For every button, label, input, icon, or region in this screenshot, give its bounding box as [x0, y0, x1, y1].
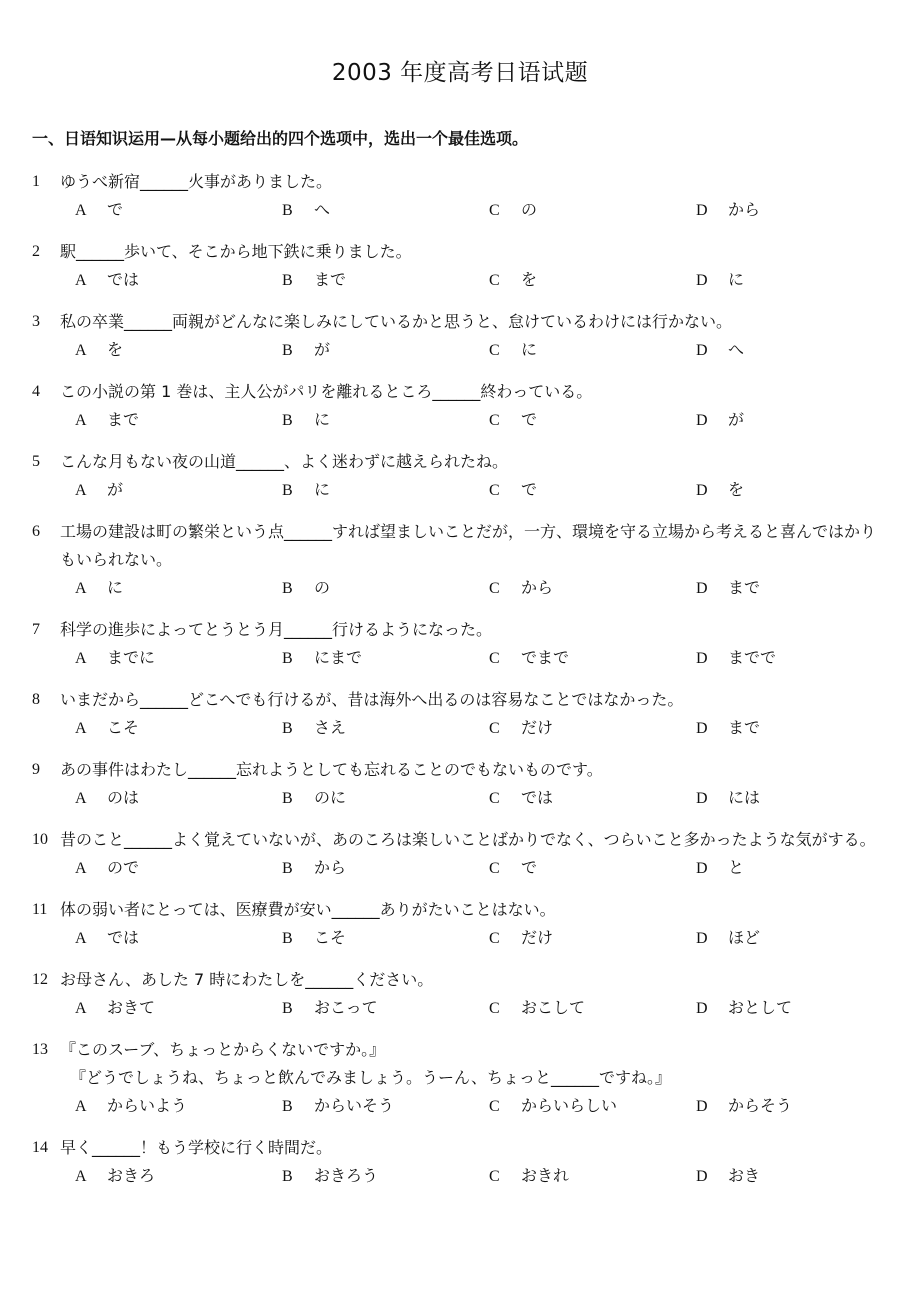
option-row	[0, 714, 920, 741]
option-b[interactable]	[282, 1162, 378, 1190]
option-d[interactable]	[696, 784, 760, 812]
option-letter: C	[489, 1098, 500, 1115]
option-letter: C	[489, 202, 500, 219]
option-text: に	[521, 340, 538, 359]
question-number: 1	[32, 173, 40, 190]
option-letter: A	[75, 860, 87, 877]
question-item	[0, 168, 920, 223]
option-row	[0, 574, 920, 601]
option-text: で	[521, 480, 538, 499]
option-letter: C	[489, 860, 500, 877]
section-instruction: 一、日语知识运用—从每小题给出的四个选项中，选出一个最佳选项。	[32, 129, 529, 148]
option-row	[0, 336, 920, 363]
option-text: からいよう	[107, 1096, 188, 1115]
option-a[interactable]	[75, 994, 155, 1022]
question-line	[0, 1064, 920, 1092]
question-number: 8	[32, 691, 40, 708]
option-d[interactable]	[696, 406, 744, 434]
option-letter: B	[282, 202, 293, 219]
question-text: 昔のこと______よく覚えていないが、あのころは楽しいことばかりでなく、つらいこと多かったような気がする。	[60, 830, 876, 849]
option-text: で	[521, 858, 538, 877]
option-d[interactable]	[696, 574, 760, 602]
option-letter: B	[282, 860, 293, 877]
question-text: 私の卒業______両親がどんなに楽しみにしているかと思うと、怠けているわけには行かない。	[60, 312, 733, 331]
option-letter: D	[696, 482, 708, 499]
option-b[interactable]	[282, 644, 362, 672]
question-number: 12	[32, 971, 48, 988]
option-b[interactable]	[282, 924, 346, 952]
question-text: ゆうべ新宿______火事がありました。	[60, 172, 333, 191]
option-text: おきろう	[314, 1166, 379, 1185]
option-c[interactable]	[489, 336, 537, 364]
question-number: 3	[32, 313, 40, 330]
question-text: 『どうでしょうね、ちょっと飲んでみましょう。うーん、ちょっと______ですね。』	[70, 1068, 671, 1087]
option-text: おき	[728, 1166, 761, 1185]
option-letter: C	[489, 482, 500, 499]
option-letter: A	[75, 482, 87, 499]
question-line	[0, 686, 920, 714]
option-text: からいらしい	[521, 1096, 618, 1115]
question-item	[0, 966, 920, 1021]
option-b[interactable]	[282, 476, 330, 504]
option-text: が	[107, 480, 124, 499]
option-text: までで	[728, 648, 777, 667]
question-number: 6	[32, 523, 40, 540]
option-text: だけ	[521, 718, 554, 737]
option-text: から	[521, 578, 554, 597]
option-b[interactable]	[282, 994, 378, 1022]
question-list	[0, 168, 920, 1204]
option-letter: B	[282, 720, 293, 737]
question-line	[0, 448, 920, 476]
option-c[interactable]	[489, 266, 537, 294]
question-item	[0, 308, 920, 363]
option-text: まで	[107, 410, 140, 429]
option-a[interactable]	[75, 1162, 155, 1190]
option-d[interactable]	[696, 854, 744, 882]
option-text: を	[521, 270, 538, 289]
option-d[interactable]	[696, 266, 744, 294]
question-number: 11	[32, 901, 48, 918]
option-text: を	[728, 480, 745, 499]
option-letter: D	[696, 930, 708, 947]
option-letter: B	[282, 1098, 293, 1115]
option-text: さえ	[314, 718, 347, 737]
option-text: と	[728, 858, 745, 877]
option-a[interactable]	[75, 1092, 187, 1120]
option-text: で	[521, 410, 538, 429]
option-letter: D	[696, 272, 708, 289]
option-text: へ	[314, 200, 331, 219]
question-item	[0, 826, 920, 881]
option-text: にまで	[314, 648, 363, 667]
question-line	[0, 756, 920, 784]
question-line	[0, 616, 920, 644]
option-text: こそ	[314, 928, 347, 947]
option-text: の	[521, 200, 538, 219]
option-letter: C	[489, 720, 500, 737]
option-b[interactable]	[282, 854, 346, 882]
option-row	[0, 476, 920, 503]
question-text: いまだから______どこへでも行けるが、昔は海外へ出るのは容易なことではなかった。	[60, 690, 684, 709]
option-letter: D	[696, 342, 708, 359]
option-letter: A	[75, 580, 87, 597]
option-letter: A	[75, 342, 87, 359]
option-text: には	[728, 788, 761, 807]
option-text: で	[107, 200, 124, 219]
option-letter: B	[282, 1168, 293, 1185]
option-a[interactable]	[75, 406, 139, 434]
question-line	[0, 238, 920, 266]
option-letter: A	[75, 1000, 87, 1017]
question-item	[0, 1036, 920, 1119]
option-letter: C	[489, 1000, 500, 1017]
question-item	[0, 1134, 920, 1189]
option-text: に	[728, 270, 745, 289]
question-number: 4	[32, 383, 40, 400]
option-letter: D	[696, 412, 708, 429]
option-c[interactable]	[489, 644, 569, 672]
question-text: この小説の第 1 巻は、主人公がパリを離れるところ______終わっている。	[60, 382, 593, 401]
option-c[interactable]	[489, 994, 585, 1022]
question-text: あの事件はわたし______忘れようとしても忘れることのでもないものです。	[60, 760, 603, 779]
option-b[interactable]	[282, 336, 330, 364]
option-letter: D	[696, 580, 708, 597]
option-letter: A	[75, 650, 87, 667]
question-text: 科学の進歩によってとうとう月______行けるようになった。	[60, 620, 493, 639]
question-text: 体の弱い者にとっては、医療費が安い______ありがたいことはない。	[60, 900, 556, 919]
option-letter: A	[75, 412, 87, 429]
option-row	[0, 854, 920, 881]
option-text: まで	[728, 578, 761, 597]
question-number: 7	[32, 621, 40, 638]
option-letter: C	[489, 412, 500, 429]
option-letter: A	[75, 1168, 87, 1185]
option-letter: B	[282, 790, 293, 807]
option-letter: C	[489, 1168, 500, 1185]
option-d[interactable]	[696, 336, 744, 364]
option-letter: D	[696, 790, 708, 807]
question-number: 2	[32, 243, 40, 260]
question-item	[0, 238, 920, 293]
option-letter: C	[489, 790, 500, 807]
option-letter: B	[282, 482, 293, 499]
option-letter: D	[696, 650, 708, 667]
option-text: こそ	[107, 718, 140, 737]
option-c[interactable]	[489, 1162, 569, 1190]
question-number: 9	[32, 761, 40, 778]
option-letter: C	[489, 342, 500, 359]
option-c[interactable]	[489, 854, 537, 882]
option-text: ほど	[728, 928, 761, 947]
option-row	[0, 1162, 920, 1189]
option-text: でまで	[521, 648, 570, 667]
option-letter: C	[489, 272, 500, 289]
option-text: から	[314, 858, 347, 877]
option-row	[0, 644, 920, 671]
option-c[interactable]	[489, 476, 537, 504]
option-row	[0, 924, 920, 951]
option-c[interactable]	[489, 196, 537, 224]
option-letter: A	[75, 930, 87, 947]
question-line	[0, 168, 920, 196]
option-text: に	[314, 410, 331, 429]
option-text: おこして	[521, 998, 586, 1017]
option-row	[0, 196, 920, 223]
option-text: までに	[107, 648, 156, 667]
question-line	[0, 826, 920, 854]
option-letter: D	[696, 202, 708, 219]
question-line	[0, 308, 920, 336]
option-a[interactable]	[75, 476, 123, 504]
option-text: へ	[728, 340, 745, 359]
question-line	[0, 966, 920, 994]
option-letter: A	[75, 790, 87, 807]
option-b[interactable]	[282, 406, 330, 434]
question-number: 13	[32, 1041, 48, 1058]
option-letter: D	[696, 860, 708, 877]
question-text: 工場の建設は町の繁栄という点______すれば望ましいことだが，一方、環境を守る立場から考えると喜んではかりもいられない。	[60, 522, 877, 569]
question-text: 『このスーブ、ちょっとからくないですか。』	[60, 1040, 386, 1059]
option-d[interactable]	[696, 994, 792, 1022]
option-b[interactable]	[282, 196, 330, 224]
option-a[interactable]	[75, 266, 139, 294]
option-letter: D	[696, 1098, 708, 1115]
option-c[interactable]	[489, 406, 537, 434]
question-number: 5	[32, 453, 40, 470]
option-letter: B	[282, 1000, 293, 1017]
option-letter: A	[75, 202, 87, 219]
option-text: おきて	[107, 998, 156, 1017]
option-letter: B	[282, 650, 293, 667]
question-item	[0, 518, 920, 601]
question-item	[0, 616, 920, 671]
option-text: のに	[314, 788, 347, 807]
option-a[interactable]	[75, 644, 155, 672]
option-text: まで	[314, 270, 347, 289]
option-a[interactable]	[75, 336, 123, 364]
question-item	[0, 896, 920, 951]
option-text: おきれ	[521, 1166, 570, 1185]
option-a[interactable]	[75, 714, 139, 742]
option-text: が	[314, 340, 331, 359]
option-b[interactable]	[282, 714, 346, 742]
option-a[interactable]	[75, 574, 123, 602]
option-text: では	[107, 270, 140, 289]
question-text: こんな月もない夜の山道______、よく迷わずに越えられたね。	[60, 452, 509, 471]
question-line	[0, 1134, 920, 1162]
option-d[interactable]	[696, 1092, 792, 1120]
option-text: では	[107, 928, 140, 947]
option-text: の	[314, 578, 331, 597]
option-letter: A	[75, 272, 87, 289]
question-number: 10	[32, 831, 48, 848]
option-letter: A	[75, 1098, 87, 1115]
option-row	[0, 1092, 920, 1119]
question-item	[0, 448, 920, 503]
option-text: に	[107, 578, 124, 597]
option-text: が	[728, 410, 745, 429]
option-letter: B	[282, 930, 293, 947]
question-line	[0, 378, 920, 406]
question-line	[0, 896, 920, 924]
option-letter: D	[696, 720, 708, 737]
option-c[interactable]	[489, 924, 553, 952]
option-text: に	[314, 480, 331, 499]
option-d[interactable]	[696, 924, 760, 952]
question-number: 14	[32, 1139, 48, 1156]
option-row	[0, 994, 920, 1021]
option-d[interactable]	[696, 196, 760, 224]
option-b[interactable]	[282, 266, 346, 294]
option-text: だけ	[521, 928, 554, 947]
option-text: から	[728, 200, 761, 219]
option-row	[0, 784, 920, 811]
option-text: では	[521, 788, 554, 807]
option-d[interactable]	[696, 476, 744, 504]
option-letter: B	[282, 272, 293, 289]
question-line	[0, 1036, 920, 1064]
option-c[interactable]	[489, 784, 553, 812]
option-b[interactable]	[282, 1092, 394, 1120]
option-b[interactable]	[282, 574, 330, 602]
option-c[interactable]	[489, 574, 553, 602]
option-letter: B	[282, 342, 293, 359]
option-d[interactable]	[696, 714, 760, 742]
option-text: からそう	[728, 1096, 793, 1115]
option-text: おこって	[314, 998, 378, 1017]
question-item	[0, 378, 920, 433]
question-text: 早く______！もう学校に行く時間だ。	[60, 1138, 333, 1157]
question-line	[0, 518, 920, 574]
option-text: のは	[107, 788, 140, 807]
option-text: おとして	[728, 998, 793, 1017]
option-letter: C	[489, 650, 500, 667]
option-text: おきろ	[107, 1166, 156, 1185]
option-a[interactable]	[75, 854, 139, 882]
option-d[interactable]	[696, 1162, 760, 1190]
option-a[interactable]	[75, 924, 139, 952]
option-letter: D	[696, 1168, 708, 1185]
option-row	[0, 406, 920, 433]
option-letter: C	[489, 580, 500, 597]
option-d[interactable]	[696, 644, 776, 672]
option-text: からいそう	[314, 1096, 395, 1115]
option-text: を	[107, 340, 124, 359]
option-a[interactable]	[75, 784, 139, 812]
question-text: 駅______歩いて、そこから地下鉄に乗りました。	[60, 242, 412, 261]
option-c[interactable]	[489, 1092, 617, 1120]
option-letter: B	[282, 412, 293, 429]
option-b[interactable]	[282, 784, 346, 812]
option-text: ので	[107, 858, 140, 877]
option-text: まで	[728, 718, 761, 737]
option-letter: A	[75, 720, 87, 737]
option-c[interactable]	[489, 714, 553, 742]
question-item	[0, 756, 920, 811]
option-a[interactable]	[75, 196, 123, 224]
option-row	[0, 266, 920, 293]
option-letter: D	[696, 1000, 708, 1017]
question-item	[0, 686, 920, 741]
question-text: お母さん、あした 7 時にわたしを______ください。	[60, 970, 434, 989]
option-letter: B	[282, 580, 293, 597]
page-title: 2003 年度高考日语试题	[331, 60, 589, 86]
option-letter: C	[489, 930, 500, 947]
